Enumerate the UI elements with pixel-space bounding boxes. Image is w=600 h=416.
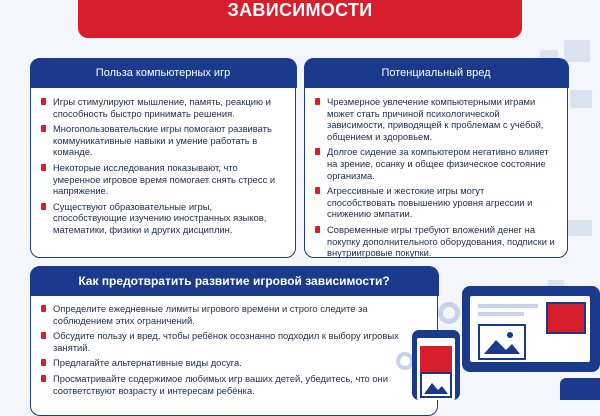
list-item: Некоторые исследования показывают, что умеренное игровое время помогает снять стресс и напряжение. [41,162,281,197]
harm-card [304,58,568,258]
phone-icon [412,330,460,400]
prevention-list [41,303,401,400]
title-banner [78,0,522,38]
image-icon [420,346,452,372]
laptop-icon [560,378,600,400]
prevention-title: Как предотвратить развитие игровой зависимости? [30,266,439,296]
list-item: Просматривайте содержимое любимых игр ваших детей, убедитесь, что они соответствуют возрасту и интересам ребёнка. [41,373,401,396]
image-icon [546,302,586,334]
list-item: Определите ежедневные лимиты игрового времени и строго следите за соблюдением этих ограничений. [41,303,401,326]
list-item: Чрезмерное увлечение компьютерными играми может стать причиной психологической зависимости, приводящей к проблемам с учёбой, общением и здоровьем. [315,96,555,142]
harm-list [315,96,555,263]
list-item: Многопользовательские игры помогают развивать коммуникативные навыки и умение работать в команде. [41,123,281,158]
list-item: Существуют образовательные игры, способствующие изучению иностранных языков, математики, физики и других дисциплин. [41,201,281,236]
list-item: Предлагайте альтернативные виды досуга. [41,357,401,369]
list-item: Современные игры требуют вложений денег на покупку дополнительного оборудования, подписки и внутриигровые покупки. [315,224,555,259]
image-icon [420,372,452,398]
image-icon [478,324,526,360]
gear-icon [438,302,460,324]
list-item: Обсудите пользу и вред, чтобы ребёнок осознанно подходил к выбору игровых занятий. [41,330,401,353]
title-line-2: ЗАВИСИМОСТИ [227,0,373,20]
prevention-card [30,266,438,416]
benefits-card [30,58,296,258]
tablet-icon [462,286,600,372]
benefits-title: Польза компьютерных игр [30,58,297,88]
benefits-list [41,96,281,240]
list-item: Игры стимулируют мышление, память, реакцию и способность быстро принимать решения. [41,96,281,119]
list-item: Долгое сидение за компьютером негативно влияет на зрение, осанку и общее физическое состояние организма. [315,146,555,181]
list-item: Агрессивные и жестокие игры могут способствовать повышению уровня агрессии и снижению эмпатии. [315,185,555,220]
harm-title: Потенциальный вред [304,58,569,88]
